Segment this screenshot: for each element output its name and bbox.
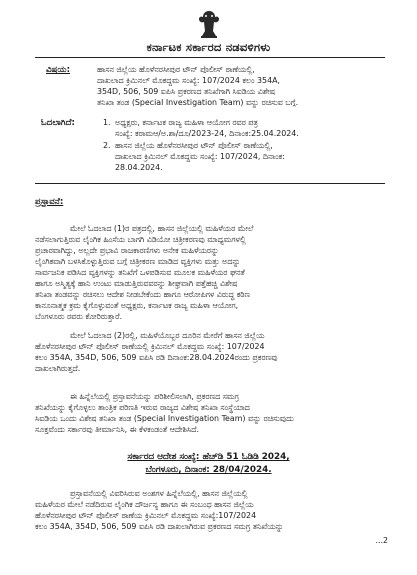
paragraph-line: ಪ್ರಸ್ತಾವನೆಯಲ್ಲಿ ವಿವರಿಸಿರುವ ಅಂಶಗಳ ಹಿನ್ನೆಲೆಯಲ್ಲಿ, ಹಾಸನ ಜಿಲ್ಲೆಯಲ್ಲಿ: [70, 489, 248, 498]
section-divider: [35, 183, 385, 184]
subject-text: [97, 64, 387, 108]
subject-line: ದಾಖಲಾದ ಕ್ರಿಮಿನಲ್ ಮೊಕದ್ದಮ ಸಂಖ್ಯೆ: 107/2024 ಕಲಂ 354A,: [97, 76, 281, 85]
header-divider: [35, 57, 385, 58]
paragraph-line: ಕಲಂ 354A, 354D, 506, 509 ಐಪಿಸಿ ರಡಿ ದಿನಾಂಕ:28.04.2024ರಂದು ಪ್ರಕರಣವು: [35, 353, 278, 362]
paragraph-line: ತನಿಖೆಯನ್ನು ಕೈಗೊಳ್ಳಲು ತಾಂತ್ರಿಕ ಪರಿಣತಿ ಇರುವ ರಾಜ್ಯದ ವಿಶೇಷ ತನಿಖಾ ಸಂಸ್ಥೆಯಾದ: [35, 403, 250, 412]
reference-line: ಹಾಸನ ಜಿಲ್ಲೆಯ ಹೊಳೆನರಸೀಪುರ ಟೌನ್ ಪೊಲೀಸ್ ಠಾಣೆಯಲ್ಲಿ,: [115, 141, 273, 150]
subject-line: ಹಾಸನ ಜಿಲ್ಲೆಯ ಹೊಳೆನರಸೀಪುರ ಟೌನ್ ಪೊಲೀಸ್ ಠಾಣೆಯಲ್ಲಿ,: [97, 65, 255, 74]
reference-line: 28.04.2024.: [115, 163, 163, 172]
paragraph-line: ಕಾನೂನಾತ್ಮಕ ಕ್ರಮ ಕೈಗೊಳ್ಳುವಂತೆ ಅಧ್ಯಕ್ಷರು, ಕರ್ನಾಟಕ ರಾಜ್ಯ ಮಹಿಳಾ ಆಯೋಗ,: [35, 301, 239, 310]
paragraph-line: ಲೈಂಗಿಕವಾಗಿ ಬಳಸಿಕೊಳ್ಳುತ್ತಿರುವ ಬಗ್ಗೆ ಚಿತ್ರೀಕರಣ ಮಾಡಿದ ವ್ಯಕ್ತಿಗಳು ಮತ್ತು ಅದನ್ನು: [35, 257, 241, 266]
reference-item: [103, 140, 388, 173]
preamble-paragraph-1: [35, 223, 385, 322]
preamble-paragraph-2: [35, 330, 385, 374]
reference-item: [103, 117, 388, 139]
paragraph-line: ಮೇಲೆ ಓದಲಾದ (2)ರಲ್ಲಿ, ಮಹಿಳೆಯೊಬ್ಬರ ದೂರಿನ ಮೇರೆಗೆ ಹಾಸನ ಜಿಲ್ಲೆಯ: [70, 331, 265, 340]
paragraph-line: ಹಾಗೂ ಅಸ್ಮಿತ್ಯಕ್ಕೆ ಹಾನಿ ಉಂಟು ಮಾಡುತ್ತಿರುವವರನ್ನು ಶೀಘ್ರವಾಗಿ ಪತ್ತೆಹಚ್ಚಿ ವಿಶೇಷ: [35, 279, 238, 288]
reference-line: ಅಧ್ಯಕ್ಷರು, ಕರ್ನಾಟಕ ರಾಜ್ಯ ಮಹಿಳಾ ಆಯೋಗ ರವರ ಪತ್ರ: [115, 118, 258, 127]
paragraph-line: ಸಿಐಡಿಯ ಒಂದು ವಿಶೇಷ ತನಿಖಾ ತಂಡ (Special Investigation Team) ವನ್ನು ರಚಿಸುವುದು: [35, 414, 294, 423]
reference-list: [103, 117, 388, 173]
subject-line: ತನಿಖಾ ತಂಡ (Special Investigation Team) ವನ್ನು ರಚಿಸುವ ಬಗ್ಗೆ.: [97, 98, 299, 107]
paragraph-line: ನಡೆಸಲಾಗುತ್ತಿರುವ ಲೈಂಗಿಕ ಹಿಂಸೆಯ ಬಾಗಗಿ ವಿಡಿಯೋ ಚಿತ್ರೀಕರಣವು ಮಾಧ್ಯಮಗಳಲ್ಲಿ: [35, 235, 246, 244]
paragraph-line: ಸಾರ್ವಜನಿಕ ಪಡಿಸಿದ ವ್ಯಕ್ತಿಗಳನ್ನು ತನಿಖೆಗೆ ಒಳಪಡಿಸುವ ಮೂಲಕ ಮಹಿಳೆಯರ ಘನತೆ: [35, 268, 245, 277]
document-title: ಕರ್ನಾಟಕ ಸರ್ಕಾರದ ನಡವಳಿಗಳು: [146, 40, 271, 54]
reference-label: ಓದಲಾಗಿದೆ:: [41, 118, 75, 128]
subject-label: ವಿಷಯ:: [46, 65, 71, 75]
paragraph-line: ತನಿಖಾ ತಂಡವನ್ನು ರಚಿಸಲು ಆದೇಶ ನೀಡಬೇಕೆಂದು ಹಾಗೂ ಆರೋಪಿಗಳ ವಿರುದ್ಧ ಕಠಿಣ: [35, 290, 251, 299]
reference-number: 1.: [103, 118, 111, 127]
page-continuation: ...2: [375, 536, 388, 545]
paragraph-line: ಮೇಲೆ ಓದಲಾದ (1)ರ ಪತ್ರದಲ್ಲಿ, ಹಾಸನ ಜಿಲ್ಲೆಯಲ್ಲಿ ಮಹಿಳೆಯರ ಮೇಲೆ: [70, 224, 254, 233]
reference-line: ದಾಖಲಾದ ಕ್ರಿಮಿನಲ್ ಮೊಕದ್ದಮ ಸಂಖ್ಯೆ: 107/2024, ದಿನಾಂಕ:: [115, 152, 285, 161]
order-number-heading: [0, 451, 417, 477]
paragraph-line: ಹೊಳೆನರಸೀಪುರ ಟೌನ್ ಪೊಲೀಸ್ ಠಾಣೆಯಲ್ಲಿ ಕ್ರಿಮಿನಲ್ ಮೊಕದ್ದಮ ಸಂಖ್ಯೆ: 107/2024: [35, 342, 265, 351]
subject-line: 354D, 506, 509 ಐಪಿಸಿ ಪ್ರಕರಣದ ತನಿಖೆಗಾಗಿ ಸಿಐಡಿಯ ವಿಶೇಷ: [97, 87, 276, 96]
state-emblem-icon: [196, 9, 222, 39]
paragraph-line: ಈ ಹಿನ್ನೆಲೆಯಲ್ಲಿ ಪ್ರಸ್ತಾವನೆಯನ್ನು ಪರಿಶೀಲಿಸಲಾಗಿ, ಪ್ರಕರಣದ ಸಮಗ್ರ: [70, 392, 240, 401]
order-place-date: ಬೆಂಗಳೂರು, ದಿನಾಂಕ: 28/04/2024.: [145, 465, 272, 475]
paragraph-line: ಕಲಂ 354A, 354D, 506, 509 ಐಪಿಸಿ ರಡಿ ದಾಖಲಾಗಿರುವ ಪ್ರಕರಣದ ಸಮಗ್ರ ತನಿಖೆಯನ್ನು: [35, 522, 284, 531]
order-number: ಸರ್ಕಾರದ ಆದೇಶ ಸಂಖ್ಯೆ: ಹೆಚ್‌ಡಿ 51 ಓಡಿಡಿ 2024,: [127, 452, 290, 462]
reference-number: 2.: [103, 141, 111, 150]
preamble-paragraph-3: [35, 391, 385, 435]
preamble-heading: ಪ್ರಸ್ತಾವನೆ:: [35, 197, 64, 207]
paragraph-line: ಸೂಕ್ತವೆಂದು ಸರ್ಕಾರವು ತೀರ್ಮಾನಿಸಿ, ಈ ಕೆಳಕಂಡಂತೆ ಆದೇಶಿಸಿದೆ.: [35, 425, 200, 434]
order-body: [35, 488, 385, 532]
paragraph-line: ಪ್ರಚಾರವಾಗಿದ್ದು, ಅಲ್ಲದೇ ಪ್ರಭಾವಿ ರಾಜಕಾರಣಿಗಳು ಅನೇಕ ಮಹಿಳೆಯರನ್ನು: [35, 246, 219, 255]
paragraph-line: ಹೊಳೆನರಸೀಪುರ ಟೌನ್ ಪೊಲೀಸ್ ಠಾಣೆಯ ಕ್ರಿಮಿನಲ್ ಮೊಕದ್ದಮ ಸಂಖ್ಯೆ:107/2024: [35, 511, 257, 520]
reference-line: ಸಂಖ್ಯೆ: ಕರಾಮಆ/ಅ.ಶಾ/ದೂ/2023-24, ದಿನಾಂಕ:25.04.2024.: [115, 129, 299, 138]
paragraph-line: ದಾಖಲಾಗಿರುತ್ತದೆ.: [35, 364, 81, 373]
paragraph-line: ಮಹಿಳೆಯರ ಮೇಲೆ ನಡೆದಿರುವ ಲೈಂಗಿಕ ದೌರ್ಜನ್ಯ ಹಾಗೂ ಈ ಸಂಬಂಧ ಹಾಸನ ಜಿಲ್ಲೆಯ: [35, 500, 254, 509]
paragraph-line: ಬೆಂಗಳೂರು ರವರು ಕೋರಿರುತ್ತಾರೆ.: [35, 312, 123, 321]
